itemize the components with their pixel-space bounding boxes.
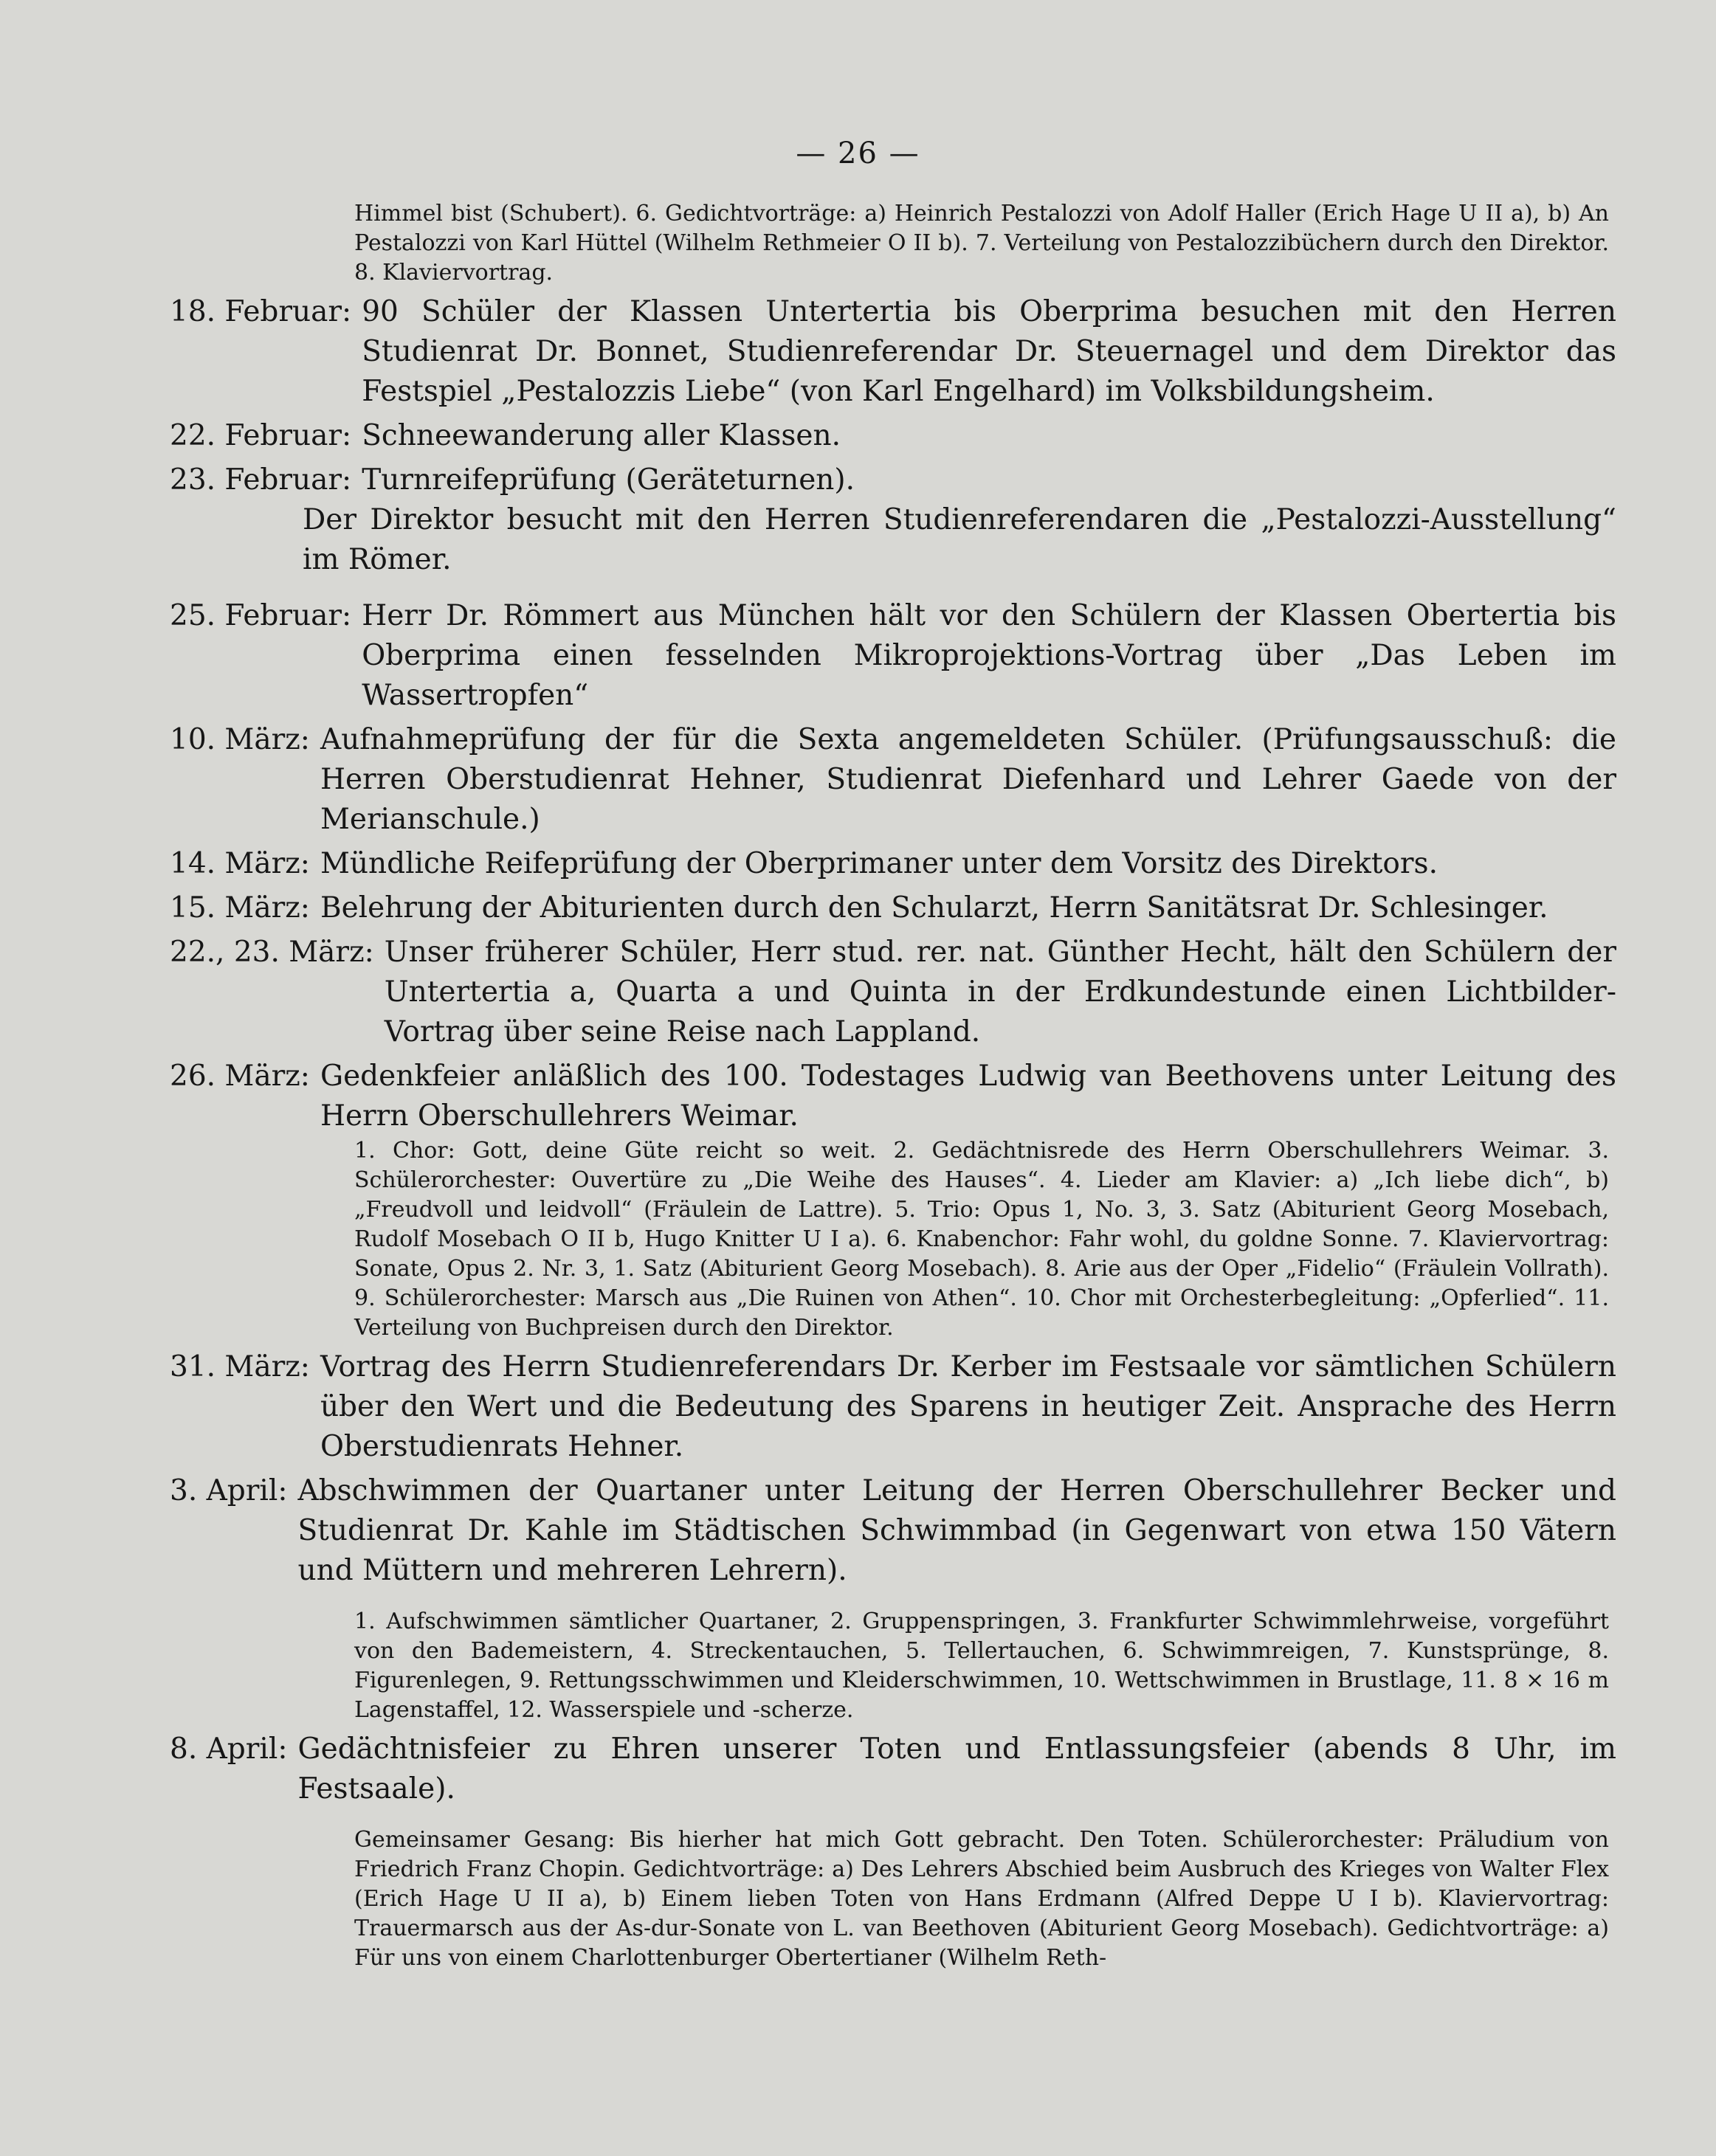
entry-date: 26. März:: [170, 1060, 310, 1093]
entry-date: 10. März:: [170, 723, 310, 756]
entry-8-april: [170, 1730, 1616, 1809]
entry-date: 15. März:: [170, 891, 310, 925]
entry-22-februar: [170, 416, 1616, 456]
program-schwimmen: 1. Aufschwimmen sämtlicher Quartaner, 2. Gruppenspringen, 3. Frankfurter Schwimmlehrweise, vorgeführt von den Bademeistern, 4. Streckentauchen, 5. Tellertauchen, 6. Schwimmreigen, 7. Kunstsprünge, 8. Figurenlegen, 9. Rettungsschwimmen und Kleiderschwimmen, 10. Wettschwimmen in Brustlage, 11. 8 × 16 m Lagenstaffel, 12. Wasserspiele und -scherze.: [354, 1609, 1609, 1723]
entry-date: 3. April:: [170, 1474, 288, 1507]
entry-date: 22., 23. März:: [170, 936, 374, 969]
entry-text: Mündliche Reifeprüfung der Oberprimaner unter dem Vorsitz des Direktors.: [320, 847, 1438, 880]
page-number: — 26 —: [796, 137, 920, 170]
entry-31-maerz: [170, 1347, 1616, 1467]
entry-text: Vortrag des Herrn Studienreferendars Dr. Kerber im Festsaale vor sämtlichen Schülern über den Wert und die Bedeutung des Sparens in heutiger Zeit. Ansprache des Herrn Oberstudienrats Hehner.: [320, 1350, 1616, 1463]
text-body: [170, 199, 1616, 1977]
entry-text: Gedächtnisfeier zu Ehren unserer Toten und Entlassungsfeier (abends 8 Uhr, im Festsaale).: [297, 1732, 1616, 1806]
entry-date: 18. Februar:: [170, 295, 352, 328]
entry-18-februar: [170, 292, 1616, 412]
entry-22-23-maerz: [170, 933, 1616, 1052]
entry-date: 25. Februar:: [170, 599, 352, 632]
entry-date: 31. März:: [170, 1350, 310, 1383]
entry-text: Turnreifeprüfung (Geräteturnen).: [362, 463, 855, 497]
entry-date: 14. März:: [170, 847, 310, 880]
entry-25-februar: [170, 596, 1616, 716]
entry-text: Belehrung der Abiturienten durch den Schularzt, Herrn Sanitätsrat Dr. Schlesinger.: [320, 891, 1548, 925]
entry-text: Aufnahmeprüfung der für die Sexta angemeldeten Schüler. (Prüfungsausschuß: die Herren Oberstudienrat Hehner, Studienrat Diefenhard und Lehrer Gaede von der Merianschule.): [320, 723, 1616, 836]
program-gedaechtnisfeier: Gemeinsamer Gesang: Bis hierher hat mich Gott gebracht. Den Toten. Schülerorchester: Präludium von Friedrich Franz Chopin. Gedichtvorträge: a) Des Lehrers Abschied beim Ausbruch des Krieges von Walter Flex (Erich Hage U II a), b) Einem lieben Toten von Hans Erdmann (Alfred Deppe U I b). Klaviervortrag: Trauermarsch aus der As-dur-Sonate von L. van Beethoven (Abiturient Georg Mosebach). Gedichtvorträge: a) Für uns von einem Charlottenburger Obertertianer (Wilhelm Reth-: [354, 1827, 1609, 1971]
entry-text: Schneewanderung aller Klassen.: [362, 419, 841, 452]
entry-date: 22. Februar:: [170, 419, 352, 452]
entry-note: Der Direktor besucht mit den Herren Studienreferendaren die „Pestalozzi-Ausstellung“ im Römer.: [303, 503, 1616, 576]
entry-10-maerz: [170, 720, 1616, 840]
program-beethoven: 1. Chor: Gott, deine Güte reicht so weit. 2. Gedächtnisrede des Herrn Oberschullehrers Weimar. 3. Schülerorchester: Ouvertüre zu „Die Weihe des Hauses“. 4. Lieder am Klavier: a) „Ich liebe dich“, b) „Freudvoll und leidvoll“ (Fräulein de Lattre). 5. Trio: Opus 1, No. 3, 3. Satz (Abiturient Georg Mosebach, Rudolf Mosebach O II b, Hugo Knitter U I a). 6. Knabenchor: Fahr wohl, du goldne Sonne. 7. Klaviervortrag: Sonate, Opus 2. Nr. 3, 1. Satz (Abiturient Georg Mosebach). 8. Arie aus der Oper „Fidelio“ (Fräulein Vollrath). 9. Schülerorchester: Marsch aus „Die Ruinen von Athen“. 10. Chor mit Orchesterbegleitung: „Opferlied“. 11. Verteilung von Buchpreisen durch den Direktor.: [354, 1138, 1609, 1341]
entry-3-april: [170, 1471, 1616, 1591]
entry-text: Abschwimmen der Quartaner unter Leitung der Herren Oberschullehrer Becker und Studienrat Dr. Kahle im Städtischen Schwimmbad (in Gegenwart von etwa 150 Vätern und Müttern und mehreren Lehrern).: [297, 1474, 1616, 1587]
program-continuation: Himmel bist (Schubert). 6. Gedichtvorträge: a) Heinrich Pestalozzi von Adolf Haller (Erich Hage U II a), b) An Pestalozzi von Karl Hüttel (Wilhelm Rethmeier O II b). 7. Verteilung von Pestalozzibüchern durch den Direktor. 8. Klaviervortrag.: [354, 201, 1609, 286]
entry-text: 90 Schüler der Klassen Untertertia bis Oberprima besuchen mit den Herren Studienrat Dr. Bonnet, Studienreferendar Dr. Steuernagel und dem Direktor das Festspiel „Pestalozzis Liebe“ (von Karl Engelhard) im Volksbildungsheim.: [362, 295, 1616, 408]
entry-date: 23. Februar:: [170, 463, 352, 497]
entry-text: Unser früherer Schüler, Herr stud. rer. nat. Günther Hecht, hält den Schülern der Untertertia a, Quarta a und Quinta in der Erdkundestunde einen Lichtbilder-Vortrag über seine Reise nach Lappland.: [384, 936, 1616, 1048]
entry-23-februar: [170, 460, 1616, 500]
entry-text: Herr Dr. Römmert aus München hält vor den Schülern der Klassen Obertertia bis Oberprima einen fesselnden Mikroprojektions-Vortrag über „Das Leben im Wassertropfen“: [362, 599, 1616, 712]
entry-date: 8. April:: [170, 1732, 288, 1766]
entry-15-maerz: [170, 888, 1616, 928]
entry-14-maerz: [170, 844, 1616, 884]
entry-26-maerz: [170, 1057, 1616, 1136]
entry-text: Gedenkfeier anläßlich des 100. Todestages Ludwig van Beethovens unter Leitung des Herrn Oberschullehrers Weimar.: [320, 1060, 1616, 1133]
